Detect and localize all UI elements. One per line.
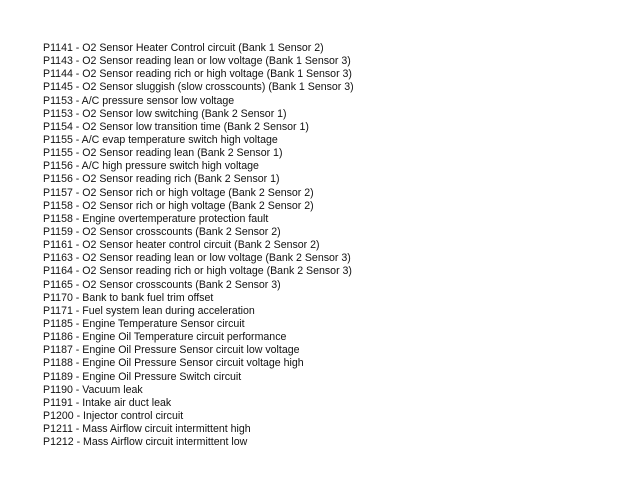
trouble-code-line: P1170 - Bank to bank fuel trim offset xyxy=(43,291,214,304)
trouble-code-line: P1158 - Engine overtemperature protection fault xyxy=(43,212,269,225)
trouble-code-line: P1163 - O2 Sensor reading lean or low voltage (Bank 2 Sensor 3) xyxy=(43,252,351,265)
trouble-code-line: P1156 - O2 Sensor reading rich (Bank 2 Sensor 1) xyxy=(43,173,280,186)
trouble-code-line: P1154 - O2 Sensor low transition time (Bank 2 Sensor 1) xyxy=(43,120,309,133)
trouble-code-line: P1156 - A/C high pressure switch high voltage xyxy=(43,160,259,173)
trouble-code-line: P1144 - O2 Sensor reading rich or high voltage (Bank 1 Sensor 3) xyxy=(43,68,352,81)
trouble-code-line: P1190 - Vacuum leak xyxy=(43,383,143,396)
trouble-code-line: P1187 - Engine Oil Pressure Sensor circuit low voltage xyxy=(43,344,300,357)
trouble-code-line: P1155 - A/C evap temperature switch high voltage xyxy=(43,133,278,146)
trouble-code-line: P1161 - O2 Sensor heater control circuit (Bank 2 Sensor 2) xyxy=(43,239,320,252)
trouble-code-line: P1191 - Intake air duct leak xyxy=(43,396,172,409)
trouble-code-line: P1189 - Engine Oil Pressure Switch circuit xyxy=(43,370,242,383)
trouble-code-line: P1200 - Injector control circuit xyxy=(43,409,184,422)
trouble-code-line: P1165 - O2 Sensor crosscounts (Bank 2 Sensor 3) xyxy=(43,278,281,291)
trouble-code-line: P1158 - O2 Sensor rich or high voltage (Bank 2 Sensor 2) xyxy=(43,199,314,212)
trouble-code-line: P1141 - O2 Sensor Heater Control circuit (Bank 1 Sensor 2) xyxy=(43,42,324,54)
trouble-code-line: P1159 - O2 Sensor crosscounts (Bank 2 Sensor 2) xyxy=(43,225,281,238)
trouble-code-list xyxy=(43,42,354,449)
trouble-code-line: P1153 - A/C pressure sensor low voltage xyxy=(43,94,235,107)
trouble-code-line: P1211 - Mass Airflow circuit intermittent high xyxy=(43,423,251,436)
trouble-code-line: P1171 - Fuel system lean during acceleration xyxy=(43,304,255,317)
trouble-code-line: P1212 - Mass Airflow circuit intermittent low xyxy=(43,436,248,449)
trouble-code-line: P1157 - O2 Sensor rich or high voltage (Bank 2 Sensor 2) xyxy=(43,186,314,199)
trouble-code-line: P1164 - O2 Sensor reading rich or high voltage (Bank 2 Sensor 3) xyxy=(43,265,352,278)
trouble-code-line: P1186 - Engine Oil Temperature circuit performance xyxy=(43,331,287,344)
trouble-code-line: P1143 - O2 Sensor reading lean or low voltage (Bank 1 Sensor 3) xyxy=(43,55,351,68)
trouble-code-line: P1185 - Engine Temperature Sensor circuit xyxy=(43,317,245,330)
trouble-code-line: P1155 - O2 Sensor reading lean (Bank 2 Sensor 1) xyxy=(43,147,283,160)
trouble-code-line: P1188 - Engine Oil Pressure Sensor circuit voltage high xyxy=(43,357,304,370)
trouble-code-line: P1153 - O2 Sensor low switching (Bank 2 Sensor 1) xyxy=(43,107,287,120)
trouble-code-line: P1145 - O2 Sensor sluggish (slow crosscounts) (Bank 1 Sensor 3) xyxy=(43,81,354,94)
